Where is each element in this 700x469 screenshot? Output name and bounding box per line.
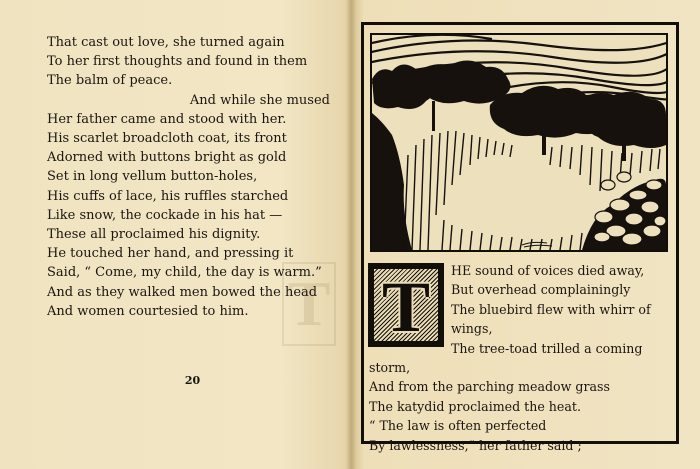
right-line-8: The katydid proclaimed the heat. [369,398,581,414]
woodcut-illustration [370,33,668,252]
left-line-8: Set in long vellum button-holes, [47,169,258,185]
right-line-3: The bluebird flew with whirr of [451,301,651,317]
left-page-text [47,33,347,321]
right-line-7: And from the parching meadow grass [369,379,610,395]
left-line-5: Her father came and stood with her. [47,111,287,127]
right-page-text [369,261,671,455]
left-line-7: Adorned with buttons bright as gold [47,150,287,166]
left-line-6: His scarlet broadcloth coat, its front [47,131,287,147]
left-line-12: He touched her hand, and pressing it [47,246,294,262]
right-line-2: But overhead complainingly [451,282,631,298]
left-line-4: And while she mused [189,92,330,108]
page-number: 20 [184,374,201,387]
left-line-2: To her first thoughts and found in them [47,54,308,70]
left-line-13: Said, “ Come, my child, the day is warm.” [47,265,322,281]
book-gutter [346,0,356,469]
left-line-10: Like snow, the cockade in his hat — [47,207,283,223]
left-line-9: His cuffs of lace, his ruffles starched [47,188,289,204]
left-line-15: And women courtesied to him. [47,303,249,319]
right-line-9: “ The law is often perfected [369,418,547,434]
right-line-10: By lawlessness,” her father said ; [369,437,582,453]
left-line-3: The balm of peace. [47,73,173,89]
right-line-1: HE sound of voices died away, [451,263,645,278]
left-line-14: And as they walked men bowed the head [47,284,318,300]
landscape-image [372,35,666,250]
left-line-11: These all proclaimed his dignity. [47,227,261,243]
bleed-through-letter: T [282,262,336,346]
right-line-5: The tree-toad trilled a coming [451,340,643,356]
drop-cap-letter: T [381,267,431,347]
left-line-1: That cast out love, she turned again [47,35,285,50]
right-line-6: storm, [369,360,411,376]
right-line-4: wings, [451,321,493,337]
